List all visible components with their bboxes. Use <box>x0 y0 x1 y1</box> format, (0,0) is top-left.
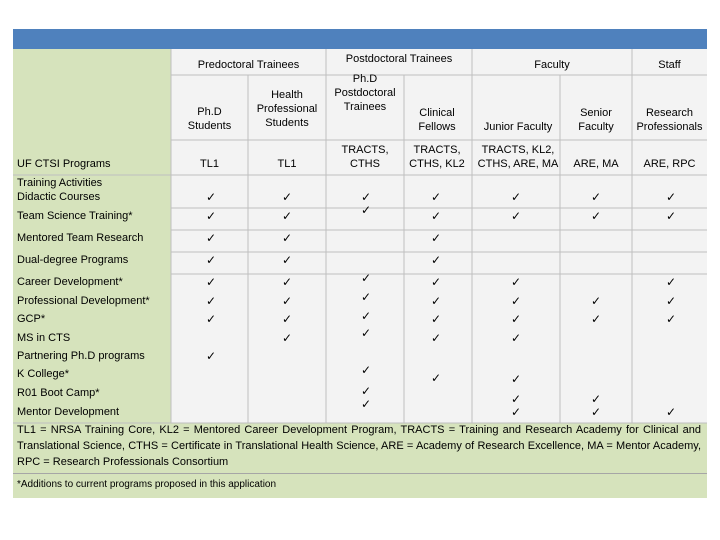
code-clinical-fellows: TRACTS, CTHS, KL2 <box>409 144 465 170</box>
check-mark: ✓ <box>205 275 217 289</box>
row-label: Professional Development* <box>17 295 150 307</box>
check-mark: ✓ <box>360 326 372 340</box>
check-mark: ✓ <box>510 275 522 289</box>
check-mark: ✓ <box>281 253 293 267</box>
check-mark: ✓ <box>360 309 372 323</box>
check-mark: ✓ <box>430 371 442 385</box>
row-label: Training Activities <box>17 177 103 189</box>
footnote: *Additions to current programs proposed in this application <box>17 479 277 490</box>
check-mark: ✓ <box>510 392 522 406</box>
check-mark: ✓ <box>590 392 602 406</box>
check-mark: ✓ <box>590 209 602 223</box>
row-label: Dual-degree Programs <box>17 254 129 266</box>
check-mark: ✓ <box>665 209 677 223</box>
check-mark: ✓ <box>205 209 217 223</box>
check-mark: ✓ <box>510 312 522 326</box>
check-mark: ✓ <box>430 294 442 308</box>
check-mark: ✓ <box>281 294 293 308</box>
abbreviation-legend: TL1 = NRSA Training Core, KL2 = Mentored Career Development Program, TRACTS = Training and Research Academy for Clinical and Translational Science, CTHS = Certificate in Translational Health Science, ARE = Academy of Research Excellence, MA = Mentor Academy, RPC = Research Professionals Consortium <box>17 424 701 468</box>
check-mark: ✓ <box>205 253 217 267</box>
check-mark: ✓ <box>360 363 372 377</box>
check-mark: ✓ <box>510 331 522 345</box>
check-mark: ✓ <box>430 209 442 223</box>
check-mark: ✓ <box>360 190 372 204</box>
check-mark: ✓ <box>665 312 677 326</box>
row-label: Partnering Ph.D programs <box>17 350 145 362</box>
col-header-junior-faculty: Junior Faculty <box>483 121 553 133</box>
check-mark: ✓ <box>590 312 602 326</box>
check-mark: ✓ <box>205 231 217 245</box>
check-mark: ✓ <box>430 331 442 345</box>
check-mark: ✓ <box>590 190 602 204</box>
check-mark: ✓ <box>281 275 293 289</box>
check-mark: ✓ <box>360 290 372 304</box>
code-phd-postdoctoral: TRACTS, CTHS <box>341 144 389 170</box>
row-label: R01 Boot Camp* <box>17 387 100 399</box>
col-header-senior-faculty: Senior Faculty <box>578 107 614 133</box>
check-mark: ✓ <box>510 294 522 308</box>
check-mark: ✓ <box>665 405 677 419</box>
check-mark: ✓ <box>281 231 293 245</box>
check-mark: ✓ <box>665 294 677 308</box>
code-health-professional: TL1 <box>277 158 297 170</box>
check-mark: ✓ <box>430 312 442 326</box>
check-mark: ✓ <box>360 203 372 217</box>
check-mark: ✓ <box>205 312 217 326</box>
col-header-health-professional: Health Professional Students <box>256 89 318 129</box>
row-label: K College* <box>17 368 69 380</box>
row-label: MS in CTS <box>17 332 71 344</box>
check-mark: ✓ <box>281 331 293 345</box>
check-mark: ✓ <box>205 349 217 363</box>
group-header-postdoctoral: Postdoctoral Trainees <box>345 53 453 65</box>
check-mark: ✓ <box>430 253 442 267</box>
check-mark: ✓ <box>360 397 372 411</box>
row-header: UF CTSI Programs <box>17 158 111 170</box>
check-mark: ✓ <box>430 190 442 204</box>
code-research-professionals: ARE, RPC <box>643 158 696 170</box>
row-label: Mentor Development <box>17 406 120 418</box>
group-header-faculty: Faculty <box>534 59 570 71</box>
check-mark: ✓ <box>205 190 217 204</box>
check-mark: ✓ <box>360 271 372 285</box>
code-phd-students: TL1 <box>200 158 219 170</box>
group-header-predoctoral: Predoctoral Trainees <box>197 59 300 71</box>
col-header-phd-students: Ph.D Students <box>187 106 232 132</box>
check-mark: ✓ <box>665 190 677 204</box>
check-mark: ✓ <box>360 384 372 398</box>
row-label: GCP* <box>17 313 46 325</box>
group-header-staff: Staff <box>658 59 681 71</box>
row-label: Didactic Courses <box>17 191 101 203</box>
check-mark: ✓ <box>205 294 217 308</box>
col-header-phd-postdoctoral: Ph.D Postdoctoral Trainees <box>334 73 396 113</box>
check-mark: ✓ <box>510 209 522 223</box>
check-mark: ✓ <box>430 231 442 245</box>
check-mark: ✓ <box>281 190 293 204</box>
code-senior-faculty: ARE, MA <box>573 158 619 170</box>
row-label: Career Development* <box>17 276 123 288</box>
check-mark: ✓ <box>281 312 293 326</box>
footnote-box <box>13 473 707 499</box>
check-mark: ✓ <box>590 294 602 308</box>
check-mark: ✓ <box>430 275 442 289</box>
check-mark: ✓ <box>665 275 677 289</box>
col-header-research-professionals: Research Professionals <box>636 107 703 133</box>
check-mark: ✓ <box>510 372 522 386</box>
col-header-clinical-fellows: Clinical Fellows <box>418 107 456 133</box>
check-mark: ✓ <box>590 405 602 419</box>
check-mark: ✓ <box>510 190 522 204</box>
row-label: Team Science Training* <box>17 210 133 222</box>
code-junior-faculty: TRACTS, KL2, CTHS, ARE, MA <box>477 144 559 170</box>
check-mark: ✓ <box>510 405 522 419</box>
check-mark: ✓ <box>281 209 293 223</box>
row-label: Mentored Team Research <box>17 232 144 244</box>
